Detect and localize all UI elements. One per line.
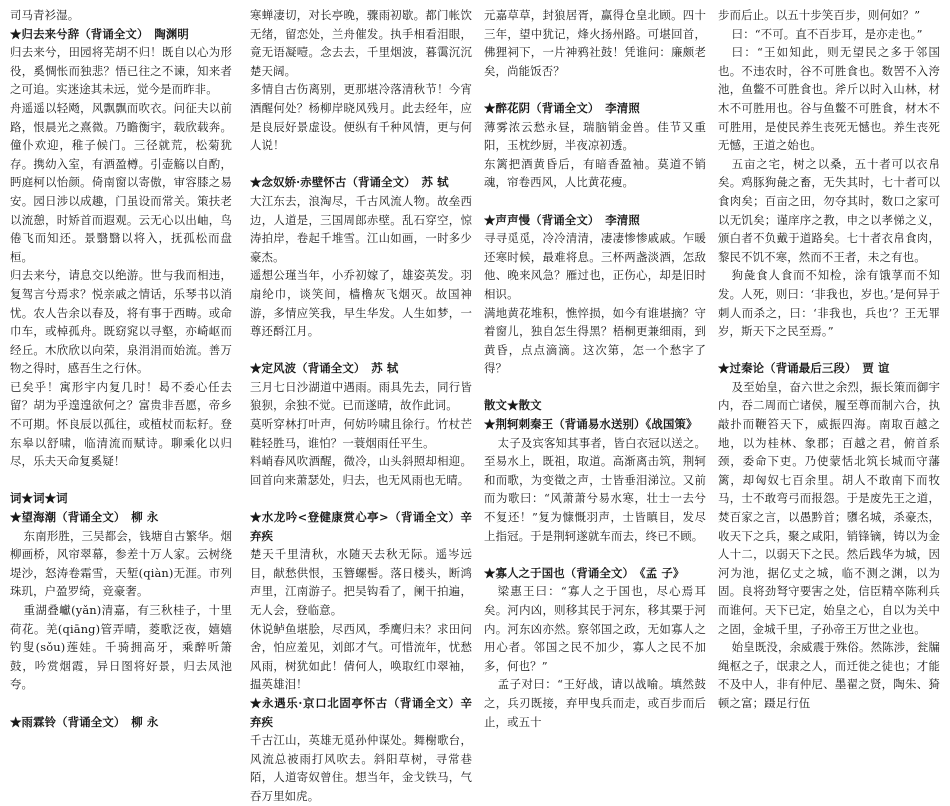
section-heading: ★荆轲刺秦王（背诵易水送别）《战国策》 (484, 417, 698, 432)
section-heading: ★过秦论（背诵最后三段） 贾 谊 (718, 361, 890, 376)
blank-line (10, 694, 232, 713)
section-heading: ★声声慢（背诵全文） 李清照 (484, 212, 640, 227)
text-paragraph: 三月七日沙湖道中遇雨。雨具先去，同行皆狼狈，余独不觉。已而遂晴，故作此词。 (250, 379, 472, 413)
text-paragraph: 东南形胜，三吴都会，钱塘自古繁华。烟柳画桥，风帘翠幕，参差十万人家。云树绕堤沙，怒涛卷霜雪，天堑(qiàn)无涯。市列珠玑，户盈罗绮，竞豪奢。 (10, 528, 232, 599)
section-heading: ★归去来兮辞（背诵全文） 陶渊明 (10, 26, 189, 41)
section-heading: 词★词★词 (10, 491, 68, 506)
text-paragraph: 元嘉草草，封狼居胥，赢得仓皇北顾。四十三年，望中犹记，烽火扬州路。可堪回首，佛狸祠下，一片神鸦社鼓！凭谁问：廉颇老矣，尚能饭否？ (484, 8, 706, 78)
blank-line (484, 192, 706, 211)
text-paragraph: 楚天千里清秋，水随天去秋无际。遥岑远目，献愁供恨，玉簪螺髻。落日楼头，断鸿声里，江南游子。把吴钩看了，阑干拍遍，无人会，登临意。 (250, 547, 472, 617)
section-heading: ★寡人之于国也（背诵全文） 《孟 子》 (484, 565, 685, 580)
blank-line (10, 471, 232, 490)
section-heading: ★望海潮（背诵全文） 柳 永 (10, 510, 159, 525)
text-paragraph: 东篱把酒黄昏后，有暗香盈袖。莫道不销魂，帘卷西风，人比黄花瘦。 (484, 156, 706, 190)
text-paragraph: 薄雾浓云愁永昼，瑞脑销金兽。佳节又重阳，玉枕纱厨，半夜凉初透。 (484, 119, 706, 153)
text-paragraph: 寻寻觅觅，冷冷清清，凄凄惨惨戚戚。乍暖还寒时候，最难将息。三杯两盏淡酒，怎敌他、晚来风急？雁过也，正伤心，却是旧时相识。 (484, 231, 706, 301)
text-paragraph: 已矣乎！寓形宇内复几时！曷不委心任去留？胡为乎遑遑欲何之？富贵非吾愿，帝乡不可期。怀良辰以孤往，或植杖而耘耔。登东皋以舒啸，临清流而赋诗。聊乘化以归尽，乐夫天命复奚疑！ (10, 379, 232, 469)
text-paragraph: 料峭春风吹酒醒，微冷，山头斜照却相迎。回首向来萧瑟处，归去，也无风雨也无晴。 (250, 454, 472, 487)
text-paragraph: 归去来兮，田园将芜胡不归！既自以心为形役，奚惆怅而独悲？悟已往之不谏，知来者之可追。实迷途其未远，觉今是而昨非。 (10, 45, 232, 97)
text-paragraph: 曰：“王如知此，则无望民之多于邻国也。不违农时，谷不可胜食也。数罟不入洿池，鱼鳖不可胜食也。斧斤以时入山林，材木不可胜用也。谷与鱼鳖不可胜食，材木不可胜用，是使民养生丧死无憾也。养生丧死无憾，王道之始也。 (718, 45, 940, 153)
blank-line (484, 545, 706, 564)
text-paragraph: 五亩之宅，树之以桑，五十者可以衣帛矣。鸡豚狗彘之畜，无失其时，七十者可以食肉矣；百亩之田，勿夺其时，数口之家可以无饥矣；谨庠序之教，申之以孝悌之义，颁白者不负戴于道路矣。七十者衣帛食肉，黎民不饥不寒，然而不王者，未之有也。 (718, 156, 940, 264)
blank-line (718, 341, 940, 360)
text-paragraph: 步而后止。以五十步笑百步，则何如？” (718, 8, 921, 22)
blank-line (250, 341, 472, 360)
text-paragraph: 休说鲈鱼堪脍，尽西风，季鹰归未？求田问舍，怕应羞见，刘郎才气。可惜流年，忧愁风雨，树犹如此！倩何人，唤取红巾翠袖，揾英雄泪！ (250, 621, 472, 692)
text-paragraph: 归去来兮，请息交以绝游。世与我而相违，复驾言兮焉求？悦亲戚之情话，乐琴书以消忧。农人告余以春及，将有事于西畴。或命巾车，或棹孤舟。既窈窕以寻壑，亦崎岖而经丘。木欣欣以向荣，泉涓涓而始流。善万物之得时，感吾生之行休。 (10, 268, 232, 376)
text-paragraph: 司马青衫湿。 (10, 8, 80, 22)
text-column-2 (250, 6, 472, 803)
text-paragraph: 孟子对曰：“王好战，请以战喻。填然鼓之，兵刃既接，弃甲曳兵而走，或百步而后止，或五十 (484, 677, 706, 729)
text-paragraph: 多情自古伤离别，更那堪冷落清秋节！今宵酒醒何处？杨柳岸晓风残月。此去经年，应是良辰好景虚设。便纵有千种风情，更与何人说！ (250, 82, 472, 153)
text-paragraph: 梁惠王曰：“寡人之于国也，尽心焉耳矣。河内凶，则移其民于河东，移其粟于河内。河东凶亦然。察邻国之政，无如寡人之用心者。邻国之民不加少，寡人之民不加多，何也？” (484, 584, 706, 673)
text-paragraph: 及至始皇，奋六世之余烈，振长策而御宇内，吞二周而亡诸侯，履至尊而制六合，执敲扑而鞭笞天下，威振四海。南取百越之地，以为桂林、象郡；百越之君，俯首系颈，委命下吏。乃使蒙恬北筑长城而守藩篱，却匈奴七百余里。胡人不敢南下而牧马，士不敢弯弓而报怨。于是废先王之道，焚百家之言，以愚黔首；隳名城，杀豪杰，收天下之兵，聚之咸阳，销锋镝，铸以为金人十二，以弱天下之民。然后践华为城，因河为池，据亿丈之城，临不测之渊，以为固。良将劲弩守要害之处，信臣精卒陈利兵而谁何。天下已定，始皇之心，自以为关中之固，金城千里，子孙帝王万世之业也。 (718, 379, 940, 636)
text-paragraph: 曰：“不可。直不百步耳，是亦走也。” (731, 26, 923, 41)
section-heading: 散文★散文 (484, 398, 542, 413)
blank-line (484, 80, 706, 99)
section-heading: ★雨霖铃（背诵全文） 柳 永 (10, 714, 159, 729)
text-paragraph: 始皇既没，余威震于殊俗。然陈涉，瓮牖绳枢之子，氓隶之人，而迁徙之徒也；才能不及中人，非有仲尼、墨翟之贤，陶朱、猗顿之富；蹑足行伍 (718, 640, 940, 710)
text-paragraph: 莫听穿林打叶声，何妨吟啸且徐行。竹杖芒鞋轻胜马，谁怕？一蓑烟雨任平生。 (250, 417, 472, 450)
text-paragraph: 舟遥遥以轻飏，风飘飘而吹衣。问征夫以前路，恨晨光之熹微。乃瞻衡宇，载欣载奔。僮仆欢迎，稚子候门。三径就荒，松菊犹存。携幼入室，有酒盈樽。引壶觞以自酌，眄庭柯以怡颜。倚南窗以寄傲，审容膝之易安。园日涉以成趣，门虽设而常关。策扶老以流憩，时矫首而遐观。云无心以出岫，鸟倦飞而知还。景翳翳以将入，抚孤松而盘桓。 (10, 100, 232, 264)
section-heading: ★定风波（背诵全文） 苏 轼 (250, 361, 399, 376)
text-paragraph: 狗彘食人食而不知检，涂有饿莩而不知发。人死，则曰：‘非我也，岁也。’是何异于刺人而杀之，曰：‘非我也，兵也’？王无罪岁，斯天下之民至焉。” (718, 268, 940, 339)
text-paragraph: 太子及宾客知其事者，皆白衣冠以送之。至易水上，既祖，取道。高渐离击筑，荆轲和而歌，为变徵之声，士皆垂泪涕泣。又前而为歌曰：“风萧萧兮易水寒，壮士一去兮不复还！”复为慷慨羽声，士皆瞋目，发尽上指冠。于是荆轲遂就车而去，终已不顾。 (484, 435, 706, 543)
blank-line (250, 489, 472, 508)
text-paragraph: 千古江山，英雄无觅孙仲谋处。舞榭歌台，风流总被雨打风吹去。斜阳草树，寻常巷陌，人道寄奴曾住。想当年，金戈铁马，气吞万里如虎。 (250, 733, 472, 803)
text-paragraph: 寒蝉凄切，对长亭晚，骤雨初歇。都门帐饮无绪，留恋处，兰舟催发。执手相看泪眼，竟无语凝噎。念去去，千里烟波，暮霭沉沉楚天阔。 (250, 8, 472, 78)
section-heading: ★念奴娇·赤壁怀古（背诵全文） 苏 轼 (250, 175, 449, 190)
text-column-3 (484, 6, 706, 729)
blank-line (484, 378, 706, 397)
section-heading: ★水龙吟<登健康赏心亭>（背诵全文）辛弃疾 (250, 510, 472, 543)
text-column-1 (10, 6, 232, 729)
blank-line (250, 155, 472, 174)
text-paragraph: 遥想公瑾当年，小乔初嫁了，雄姿英发。羽扇纶巾，谈笑间，樯橹灰飞烟灭。故国神游，多情应笑我，早生华发。人生如梦，一尊还酹江月。 (250, 268, 472, 339)
text-paragraph: 重湖叠巘(yǎn)清嘉，有三秋桂子，十里荷花。羌(qiāng)管弄晴，菱歌泛夜，嬉嬉钓叟(sǒu)莲娃。千骑拥高牙，乘醉听箫鼓，吟赏烟霞，异日图将好景，归去凤池夸。 (10, 603, 232, 692)
section-heading: ★永遇乐·京口北固亭怀古（背诵全文）辛弃疾 (250, 695, 472, 729)
text-paragraph: 大江东去，浪淘尽，千古风流人物。故垒西边，人道是，三国周郎赤壁。乱石穿空，惊涛拍岸，卷起千堆雪。江山如画，一时多少豪杰。 (250, 193, 472, 264)
text-paragraph: 满地黄花堆积，憔悴损，如今有谁堪摘？守着窗儿，独自怎生得黑？梧桐更兼细雨，到黄昏，点点滴滴。这次第，怎一个愁字了得？ (484, 305, 706, 376)
text-column-4 (718, 6, 940, 710)
section-heading: ★醉花阴（背诵全文） 李清照 (484, 100, 640, 115)
